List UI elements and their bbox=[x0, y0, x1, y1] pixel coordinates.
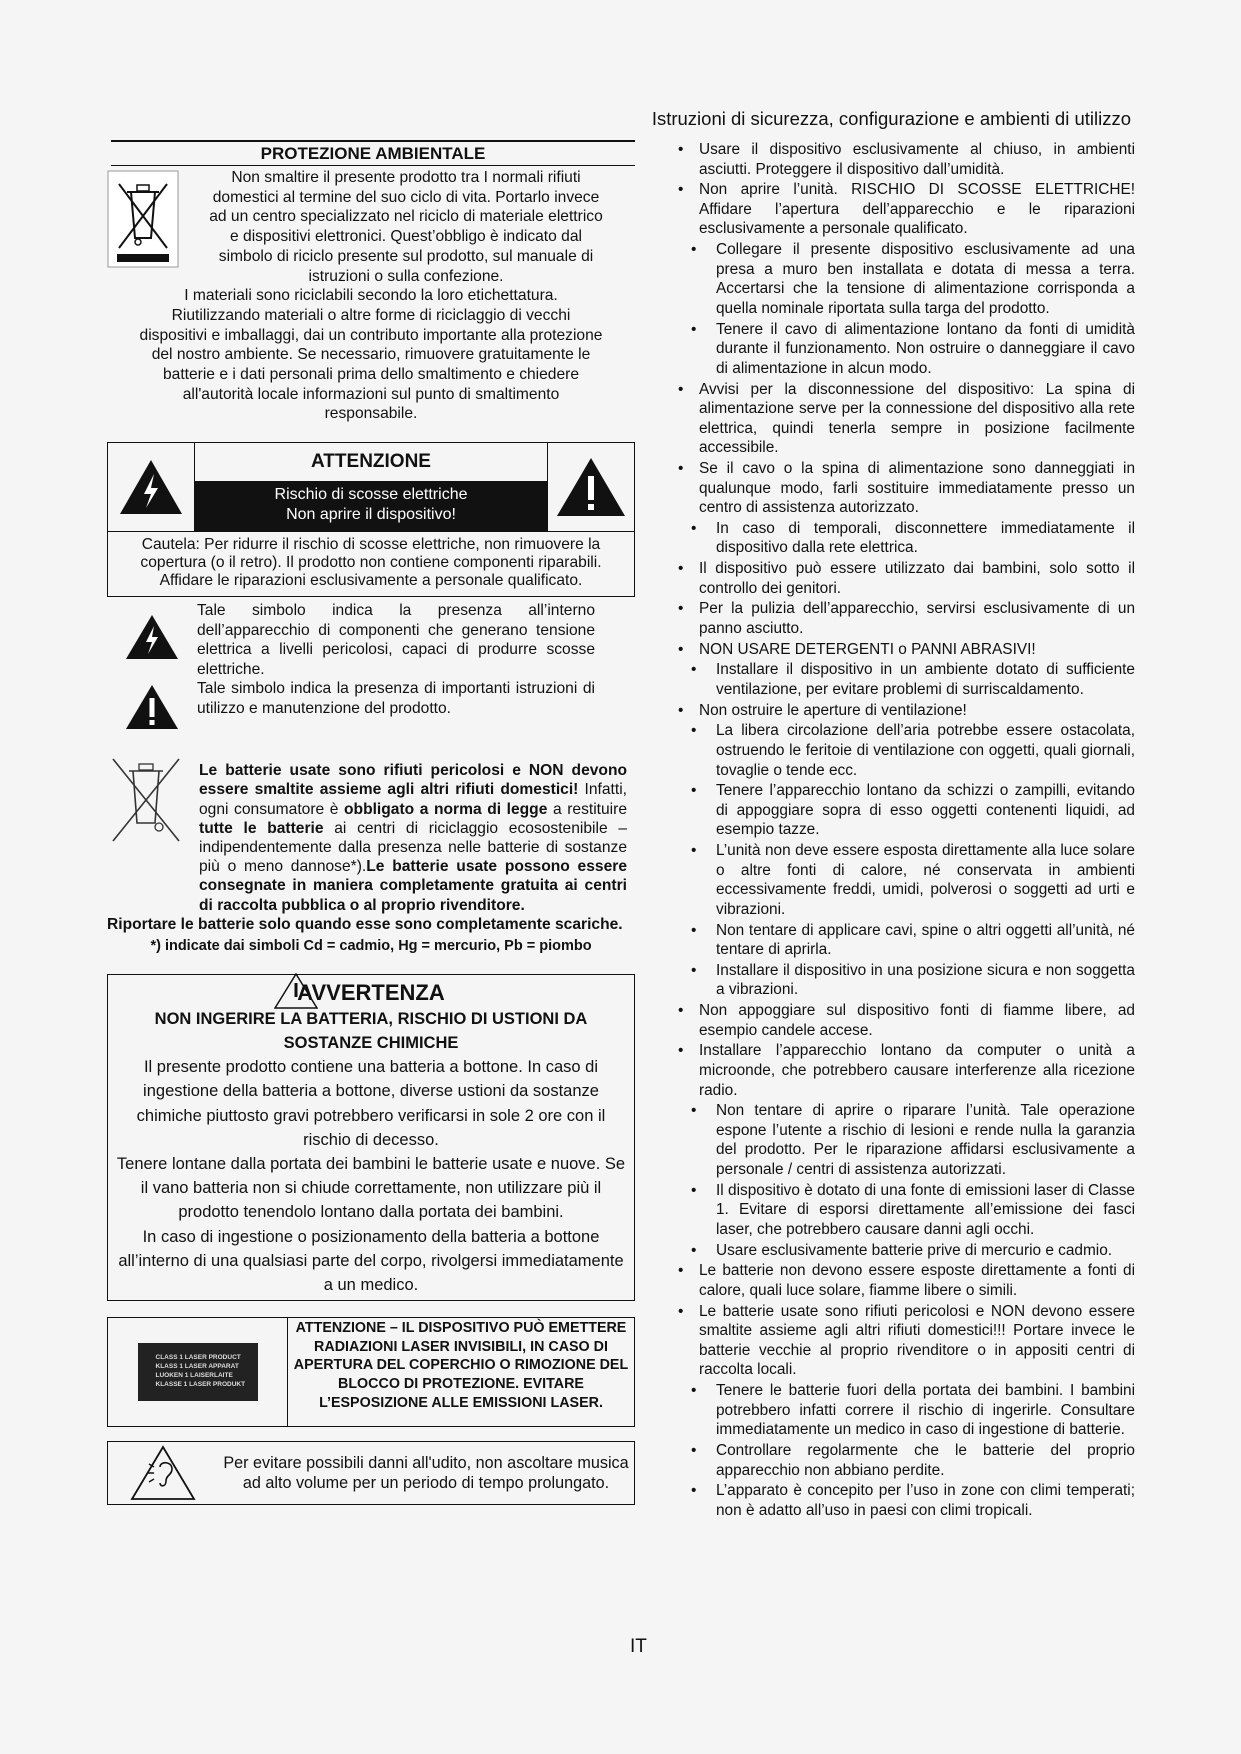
bullet-icon: • bbox=[691, 961, 697, 979]
warning-box bbox=[107, 974, 635, 1301]
text-line: e dispositivi elettronici. Quest’obbligo è indicato dal bbox=[230, 228, 582, 246]
list-item bbox=[675, 240, 1135, 318]
shock-warning-icon bbox=[108, 443, 194, 531]
battery-paragraph-1 bbox=[107, 761, 635, 915]
list-item-text: Il dispositivo è dotato di una fonte di emissioni laser di Classe 1. Evitare di esporsi direttamente all’emissione dei fasci laser, che potrebbero causare danni agli occhi. bbox=[716, 1181, 1135, 1238]
list-item-text: NON USARE DETERGENTI o PANNI ABRASIVI! bbox=[699, 640, 1036, 658]
list-item bbox=[675, 180, 1135, 239]
battery-bold-b: obbligato a norma di legge bbox=[344, 800, 548, 818]
list-item bbox=[675, 459, 1135, 518]
text-line: istruzioni o sulla confezione. bbox=[308, 267, 504, 285]
list-item-text: Avvisi per la disconnessione del dispositivo: La spina di alimentazione serve per la connessione del dispositivo alla rete elettrica, quindi tenerla sempre in posizione facilmente accessibile. bbox=[699, 380, 1135, 457]
warning-title bbox=[114, 979, 628, 1007]
list-item-text: L’apparato è concepito per l’uso in zone con climi temperati; non è adatto all’uso in paesi con climi tropicali. bbox=[716, 1482, 1135, 1519]
laser-warning-text: ATTENZIONE – IL DISPOSITIVO PUÒ EMETTERE RADIAZIONI LASER INVISIBILI, IN CASO DI APERTURA DEL COPERCHIO O RIMOZIONE DEL BLOCCO DI PROTEZIONE. EVITARE L’ESPOSIZIONE ALLE EMISSIONI LASER. bbox=[293, 1320, 629, 1411]
list-item bbox=[675, 701, 1135, 721]
exclamation-warning-icon bbox=[548, 443, 634, 531]
list-item-text: Usare il dispositivo esclusivamente al chiuso, in ambienti asciutti. Proteggere il dispositivo dall’umidità. bbox=[699, 141, 1135, 178]
text-line: LUOKEN 1 LAISERLAITE bbox=[155, 1372, 233, 1380]
battery-section bbox=[107, 761, 635, 956]
text-line: KLASS 1 LASER APPARAT bbox=[155, 1363, 239, 1371]
list-item bbox=[675, 1101, 1135, 1179]
env-title: PROTEZIONE AMBIENTALE bbox=[111, 140, 635, 166]
list-item bbox=[675, 1001, 1135, 1040]
list-item bbox=[675, 1241, 1135, 1261]
bullet-icon: • bbox=[691, 722, 697, 740]
bullet-icon: • bbox=[678, 600, 684, 618]
warning-title-text: AVVERTENZA bbox=[297, 980, 445, 1006]
list-item-text: Installare l’apparecchio lontano da computer o unità a microonde, che potrebbero causare interferenze alla ricezione radio. bbox=[699, 1042, 1135, 1099]
list-item-text: Installare il dispositivo in una posizione sicura e non soggetta a vibrazioni. bbox=[716, 961, 1135, 999]
bullet-icon: • bbox=[691, 320, 697, 338]
list-item-text: Il dispositivo può essere utilizzato dai bambini, solo sotto il controllo dei genitori. bbox=[699, 560, 1135, 597]
attention-line-1: Rischio di scosse elettriche bbox=[274, 486, 468, 504]
safety-instructions-list bbox=[675, 140, 1135, 1520]
battery-paragraph-2 bbox=[107, 915, 635, 934]
list-item-text: Tenere l’apparecchio lontano da schizzi o zampilli, evitando di appoggiare sopra di esso oggetti contenenti liquidi, ad esempio tazze. bbox=[716, 782, 1135, 839]
list-item bbox=[675, 1441, 1135, 1480]
bullet-icon: • bbox=[678, 1042, 684, 1060]
battery-bold-c: tutte le batterie bbox=[199, 819, 324, 837]
list-item-text: La libera circolazione dell’aria potrebbe essere ostacolata, ostruendo le feritoie di ventilazione con oggetti, quali giornali, tovaglie o tende ecc. bbox=[716, 722, 1135, 779]
exclamation-symbol-row bbox=[107, 679, 635, 731]
text-line: CLASS 1 LASER PRODUCT bbox=[155, 1354, 241, 1362]
bullet-icon: • bbox=[678, 459, 684, 477]
battery-note: *) indicate dai simboli Cd = cadmio, Hg = mercurio, Pb = piombo bbox=[150, 937, 592, 954]
bullet-icon: • bbox=[691, 921, 697, 939]
list-item bbox=[675, 1261, 1135, 1300]
hearing-protection-icon bbox=[108, 1445, 218, 1501]
text-line: Non smaltire il presente prodotto tra I normali rifiuti bbox=[231, 169, 581, 186]
laser-class-label bbox=[138, 1343, 258, 1401]
attention-caution: Cautela: Per ridurre il rischio di scosse elettriche, non rimuovere la copertura (o il retro). Il prodotto non contiene componenti riparabili. Affidare le riparazioni esclusivamente a personale qualificato. bbox=[140, 536, 602, 590]
bullet-icon: • bbox=[678, 701, 684, 719]
bullet-icon: • bbox=[691, 782, 697, 800]
page-header: Istruzioni di sicurezza, configurazione e ambienti di utilizzo bbox=[651, 108, 1131, 129]
bullet-icon: • bbox=[691, 1181, 697, 1199]
list-item bbox=[675, 320, 1135, 379]
bullet-icon: • bbox=[678, 1262, 684, 1280]
lightning-icon bbox=[107, 601, 197, 661]
battery-bold-d: Le batterie usate possono essere consegnate in maniera completamente gratuita ai centri di raccolta pubblica o al proprio rivenditore. bbox=[199, 858, 627, 914]
bullet-icon: • bbox=[678, 640, 684, 658]
text-line: domestici al termine del suo ciclo di vita. Portarlo invece bbox=[212, 188, 600, 206]
list-item-text: Non aprire l’unità. RISCHIO DI SCOSSE ELETTRICHE! Affidare l’apertura dell’apparecchio e le riparazioni esclusivamente a personale qualificato. bbox=[699, 181, 1135, 238]
battery-bold-p2: Riportare le batterie solo quando esse sono completamente scariche. bbox=[107, 915, 623, 933]
list-item bbox=[675, 380, 1135, 458]
battery-text-a: Infatti, ogni consumatore è bbox=[199, 781, 627, 818]
warning-triangle-icon bbox=[274, 973, 318, 1009]
list-item bbox=[675, 640, 1135, 660]
list-item bbox=[675, 1041, 1135, 1100]
hearing-box bbox=[107, 1441, 635, 1505]
list-item-text: Non tentare di aprire o riparare l’unità. Tale operazione espone l’utente a rischio di lesioni e rende nulla la garanzia del prodotto. Per le riparazione affidarsi esclusivamente a personale / centri di assistenza autorizzati. bbox=[716, 1102, 1135, 1179]
text-line: all'autorità locale informazioni sul punto di smaltimento bbox=[182, 385, 560, 403]
battery-text-c: ai centri di riciclaggio ecosostenibile – indipendentemente dalla presenza nelle batterie di sostanze più o meno dannose*). bbox=[199, 819, 628, 876]
attention-title: ATTENZIONE bbox=[311, 451, 431, 473]
env-paragraph-2 bbox=[107, 286, 635, 424]
attention-line-2: Non aprire il dispositivo! bbox=[286, 506, 456, 524]
warning-paragraph-1: Il presente prodotto contiene una batteria a bottone. In caso di ingestione della batteria a bottone, diverse ustioni da sostanze chimiche piuttosto gravi potrebbero verificarsi in sole 2 ore con il rischio di decesso. bbox=[136, 1058, 606, 1149]
page-language: IT bbox=[630, 1636, 647, 1657]
list-item-text: In caso di temporali, disconnettere immediatamente il dispositivo dalla rete elettrica. bbox=[716, 519, 1135, 557]
list-item-text: Non appoggiare sul dispositivo fonti di fiamme libere, ad esempio candele accese. bbox=[699, 1002, 1135, 1039]
env-paragraph-1 bbox=[107, 168, 635, 286]
list-item bbox=[675, 519, 1135, 558]
exclamation-icon bbox=[107, 679, 197, 731]
list-item-text: Non tentare di applicare cavi, spine o altri oggetti all’unità, né tentare di aprirla. bbox=[716, 921, 1135, 959]
warning-paragraph-2: Tenere lontane dalla portata dei bambini le batterie usate e nuove. Se il vano batteria non si chiude correttamente, non utilizzare più il prodotto tenendolo lontano dalla portata dei bambini. bbox=[116, 1154, 626, 1222]
list-item bbox=[675, 841, 1135, 919]
list-item-text: Tenere il cavo di alimentazione lontano da fonti di umidità durante il funzionamento. Non ostruire o danneggiare il cavo di alimentazione in alcun modo. bbox=[716, 320, 1135, 377]
list-item-text: Tenere le batterie fuori della portata dei bambini. I bambini potrebbero infatti correre il rischio di ingerirle. Consultare immediatamente un medico in caso di ingestione di batterie. bbox=[716, 1382, 1135, 1439]
list-item bbox=[675, 781, 1135, 840]
exclamation-symbol-text: Tale simbolo indica la presenza di importanti istruzioni di utilizzo e manutenzione del prodotto. bbox=[197, 680, 595, 717]
bullet-icon: • bbox=[678, 380, 684, 398]
text-line: responsabile. bbox=[324, 405, 418, 423]
list-item bbox=[675, 1381, 1135, 1440]
bullet-icon: • bbox=[691, 241, 697, 259]
bullet-icon: • bbox=[691, 1102, 697, 1120]
bullet-icon: • bbox=[678, 1302, 684, 1320]
text-line: Riutilizzando materiali o altre forme di riciclaggio di vecchi bbox=[171, 306, 571, 324]
lightning-symbol-text: Tale simbolo indica la presenza all’interno dell’apparecchio di componenti che generano tensione elettrica a livelli pericolosi, capaci di produrre scosse elettriche. bbox=[197, 602, 595, 678]
list-item bbox=[675, 140, 1135, 179]
battery-bin-icon bbox=[107, 753, 185, 845]
bullet-icon: • bbox=[691, 1482, 697, 1500]
list-item bbox=[675, 559, 1135, 598]
list-item-text: Collegare il presente dispositivo esclusivamente ad una presa a muro ben installata e dotata di messa a terra. Accertarsi che la tensione di alimentazione corrisponda a quella nominale riportata sulla targa del prodotto. bbox=[716, 241, 1135, 317]
list-item-text: Se il cavo o la spina di alimentazione sono danneggiati in qualunque modo, farli sostituire immediatamente presso un centro di assistenza autorizzato. bbox=[699, 459, 1135, 517]
weee-bin-icon bbox=[107, 170, 179, 268]
laser-label-frame bbox=[108, 1318, 288, 1426]
text-line: ad un centro specializzato nel riciclo di materiale elettrico bbox=[209, 208, 603, 226]
bullet-icon: • bbox=[678, 141, 684, 158]
laser-box bbox=[107, 1317, 635, 1427]
list-item bbox=[675, 921, 1135, 960]
list-item-text: Le batterie usate sono rifiuti pericolosi e NON devono essere smaltite assieme agli altri rifiuti domestici!!! Portare invece le batterie vecchie al proprio rivenditore o in appositi centri di raccolta locali. bbox=[699, 1302, 1135, 1379]
hearing-text: Per evitare possibili danni all'udito, non ascoltare musica ad alto volume per un periodo di tempo prolungato. bbox=[223, 1454, 629, 1493]
env-section bbox=[107, 168, 635, 424]
bullet-icon: • bbox=[691, 1441, 697, 1459]
warning-paragraph-3: In caso di ingestione o posizionamento della batteria a bottone all’interno di una qualsiasi parte del corpo, rivolgersi immediatamente a un medico. bbox=[118, 1227, 624, 1294]
battery-text-b: a restituire bbox=[547, 800, 628, 818]
warning-subtitle: NON INGERIRE LA BATTERIA, RISCHIO DI USTIONI DA SOSTANZE CHIMICHE bbox=[154, 1010, 588, 1053]
text-line: del nostro ambiente. Se necessario, rimuovere gratuitamente le bbox=[151, 346, 591, 364]
attention-box bbox=[107, 442, 635, 597]
list-item bbox=[675, 721, 1135, 780]
list-item-text: Non ostruire le aperture di ventilazione! bbox=[699, 701, 967, 719]
bullet-icon: • bbox=[691, 519, 697, 537]
text-line: simbolo di riciclo presente sul prodotto, sul manuale di bbox=[218, 247, 594, 265]
bullet-icon: • bbox=[678, 1002, 684, 1020]
bullet-icon: • bbox=[691, 661, 697, 679]
list-item-text: Per la pulizia dell’apparecchio, servirsi esclusivamente di un panno asciutto. bbox=[699, 600, 1135, 637]
text-line: KLASSE 1 LASER PRODUKT bbox=[155, 1381, 246, 1389]
list-item-text: L’unità non deve essere esposta direttamente alla luce solare o altre fonti di calore, né conservata in ambienti eccessivamente freddi, umidi, polverosi o soggetti ad urti e vibrazioni. bbox=[716, 842, 1135, 918]
lightning-symbol-row bbox=[107, 601, 635, 679]
list-item bbox=[675, 1302, 1135, 1380]
left-column bbox=[107, 140, 635, 1505]
text-line: dispositivi e imballaggi, dai un contributo importante alla protezione bbox=[139, 326, 603, 344]
text-line: I materiali sono riciclabili secondo la loro etichettatura. bbox=[184, 287, 558, 305]
list-item-text: Installare il dispositivo in un ambiente dotato di sufficiente ventilazione, per evitare problemi di surriscaldamento. bbox=[716, 661, 1135, 698]
list-item bbox=[675, 1181, 1135, 1240]
bullet-icon: • bbox=[691, 1241, 697, 1259]
text-line: batterie e i dati personali prima dello smaltimento e chiedere bbox=[162, 366, 580, 384]
bullet-icon: • bbox=[691, 1382, 697, 1400]
list-item bbox=[675, 961, 1135, 1000]
list-item-text: Usare esclusivamente batterie prive di mercurio e cadmio. bbox=[716, 1241, 1113, 1259]
right-column bbox=[675, 140, 1135, 1522]
bullet-icon: • bbox=[678, 181, 684, 199]
list-item-text: Le batterie non devono essere esposte direttamente a fonti di calore, quali luce solare, fiamme libere o simili. bbox=[699, 1262, 1135, 1299]
list-item bbox=[675, 1481, 1135, 1520]
list-item-text: Controllare regolarmente che le batterie del proprio apparecchio non abbiano perdite. bbox=[716, 1441, 1135, 1479]
battery-bold-a: Le batterie usate sono rifiuti pericolosi e NON devono essere smaltite assieme agli altri rifiuti domestici! bbox=[199, 762, 627, 799]
list-item bbox=[675, 599, 1135, 638]
bullet-icon: • bbox=[678, 560, 684, 578]
attention-dark-band bbox=[195, 481, 547, 531]
list-item bbox=[675, 660, 1135, 699]
bullet-icon: • bbox=[691, 842, 697, 860]
